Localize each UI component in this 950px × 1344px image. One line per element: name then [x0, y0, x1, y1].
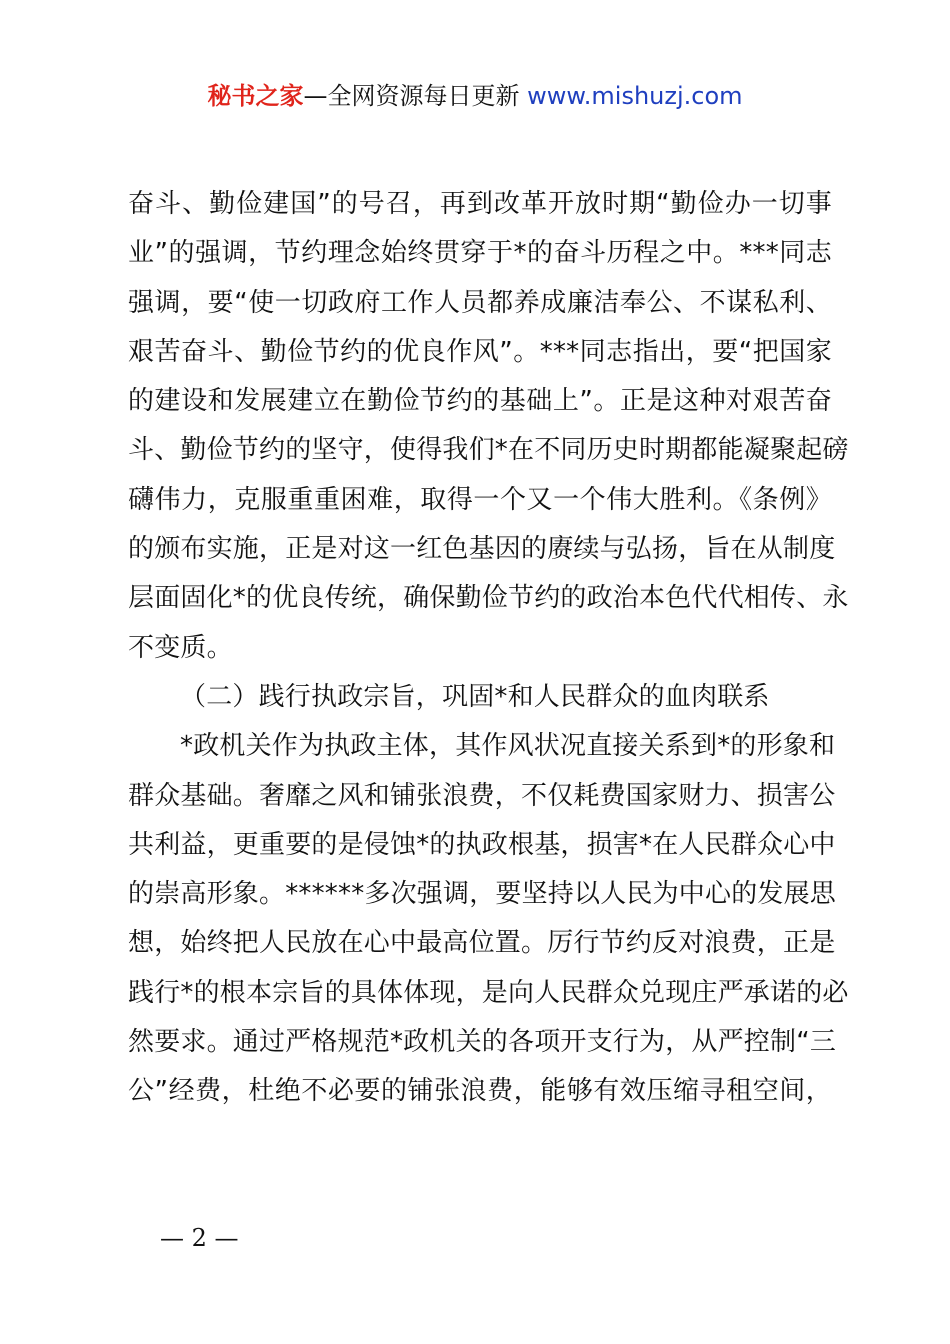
body-line: 的崇高形象。******多次强调，要坚持以人民为中心的发展思 — [128, 879, 837, 910]
body-line: 共利益，更重要的是侵蚀*的执政根基，损害*在人民群众心中 — [128, 829, 836, 860]
body-line: 的建设和发展建立在勤俭节约的基础上”。正是这种对艰苦奋 — [128, 386, 832, 417]
header-brand: 秘书之家 — [207, 82, 304, 110]
body-line: 斗、勤俭节约的坚守，使得我们*在不同历史时期都能凝聚起磅 — [128, 435, 849, 466]
body-line: 然要求。通过严格规范*政机关的各项开支行为，从严控制“三 — [128, 1027, 837, 1058]
body-line: 的颁布实施，正是对这一红色基因的赓续与弘扬，旨在从制度 — [128, 534, 836, 565]
body-line: 业”的强调，节约理念始终贯穿于*的奋斗历程之中。***同志 — [128, 238, 832, 269]
page-number: — 2 — — [160, 1224, 239, 1252]
document-body — [128, 180, 849, 1117]
body-line: 强调，要“使一切政府工作人员都养成廉洁奉公、不谋私利、 — [128, 287, 832, 318]
page-header — [0, 80, 950, 112]
body-line: 层面固化*的优良传统，确保勤俭节约的政治本色代代相传、永 — [128, 583, 849, 614]
header-url[interactable]: www.mishuzj.com — [527, 82, 743, 110]
body-line: 群众基础。奢靡之风和铺张浪费，不仅耗费国家财力、损害公 — [128, 780, 836, 811]
body-line: 礴伟力，克服重重困难，取得一个又一个伟大胜利。《条例》 — [128, 484, 832, 515]
body-line: 艰苦奋斗、勤俭节约的优良作风”。***同志指出，要“把国家 — [128, 336, 832, 367]
body-line: 公”经费，杜绝不必要的铺张浪费，能够有效压缩寻租空间， — [128, 1076, 832, 1107]
header-slogan: —全网资源每日更新 — [303, 82, 520, 110]
body-line: 不变质。 — [128, 632, 233, 663]
body-line: 想，始终把人民放在心中最高位置。厉行节约反对浪费，正是 — [128, 928, 836, 959]
body-line: 践行*的根本宗旨的具体体现，是向人民群众兑现庄严承诺的必 — [128, 977, 849, 1008]
body-line: *政机关作为执政主体，其作风状况直接关系到*的形象和 — [180, 731, 836, 762]
section-heading: （二）践行执政宗旨，巩固*和人民群众的血肉联系 — [180, 681, 770, 712]
body-line: 奋斗、勤俭建国”的号召，再到改革开放时期“勤俭办一切事 — [128, 189, 832, 219]
